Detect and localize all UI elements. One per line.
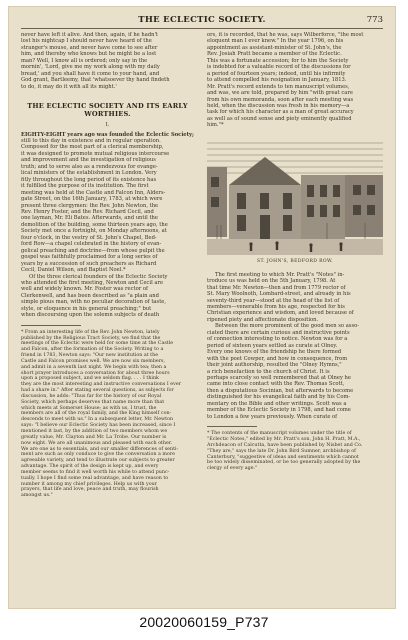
text-line: EIGHTY-EIGHT years ago was founded the Eclectic Society; <box>21 131 194 138</box>
header-rule <box>21 28 383 29</box>
footnote-line: clergy of every age." <box>207 466 258 472</box>
text-line: lost his nightcap I should never have heard of the <box>21 38 152 45</box>
text-line: a period of fourteen years; indeed, until his infirmity <box>207 70 346 77</box>
footnote-eclectic-notes <box>207 431 383 472</box>
text-line: The first meeting to which Mr. Pratt's "Notes" in- <box>215 271 345 278</box>
text-line: Society met once a fortnight, on Monday afternoons, at <box>21 228 167 235</box>
catalog-id: 20020060159_P737 <box>139 614 269 630</box>
footnote-line: We are one as to essentials, and our smaller differences of senti- <box>21 446 179 452</box>
text-line: Cecil, Daniel Wilson, and Baptist Noel.* <box>21 267 126 274</box>
text-line: ford Row—a chapel celebrated in the history of evan- <box>21 241 162 248</box>
text-line: ciated there are certain curious and instructive points <box>207 329 350 336</box>
text-line: with the poet Cowper, and how in consequence, from <box>207 355 348 362</box>
intro-paragraph <box>21 32 194 90</box>
text-line: mentary on the Bible and other writings. Scott was a <box>207 400 347 407</box>
text-line: Every one knows of the friendship he there formed <box>207 349 342 356</box>
text-line: Clerkenwell, and has been described as "a plain and <box>21 292 159 299</box>
paragraph-notes <box>207 272 383 420</box>
text-line: from his own memoranda, soon after each meeting was <box>207 96 354 103</box>
footnote-line: advantage. The spirit of the design is kept up, and every <box>21 464 159 470</box>
text-line: still to this day in existence and in regular operation. <box>21 137 161 144</box>
footnote-line: * The contents of the manuscript volumes under the title of <box>207 431 352 437</box>
text-line: gelical preaching and doctrine—from whose pulpit the <box>21 247 165 254</box>
footnote-line: Society, which perhaps deserves that name more than that <box>21 399 165 405</box>
footnote-line: mentioned it last, by the addition of two members whom we <box>21 429 168 435</box>
text-line: gate Street, on the 16th January, 1783, at which were <box>21 196 163 203</box>
text-line: and improvement and the investigation of religious <box>21 157 156 164</box>
text-line: Mr. Pratt's record extends to ten manuscript volumes, <box>207 83 350 90</box>
text-line: it fulfilled the purpose of its institution. The first <box>21 183 149 190</box>
section-number: I. <box>105 122 110 129</box>
text-line: demolition of the building, some thirteen years ago, the <box>21 221 168 228</box>
text-line: one layman, Mr. Eli Bates. Afterwards, and until the <box>21 215 158 222</box>
text-line: present three clergymen: the Rev. John Newton, the <box>21 202 159 209</box>
footnote-line: "Eclectic Notes," edited by Mr. Pratt's son, John H. Pratt, M.A., <box>207 436 361 442</box>
footnote-line: "They are," says the late Dr. John Bird Sumner, archbishop of <box>207 448 356 454</box>
text-line: troduce us was held on the 5th January, 1798. At <box>207 278 336 285</box>
footnote-line: and Falcon, after the formation of the Society. Writing to a <box>21 347 164 353</box>
text-line: truth; and to serve also as a rendezvous for evange- <box>21 163 158 170</box>
text-line: to London a few years previously. When curate of <box>207 413 338 420</box>
text-line: of connection interesting to notice. Newton was for a <box>207 336 348 343</box>
text-line: member of the Eclectic Society in 1798, and had come <box>207 407 351 414</box>
book-page <box>8 6 396 609</box>
text-line: their joint authorship, resulted the "Olney Hymns," <box>207 362 342 369</box>
footnote-line: be too widely disseminated, or be too generally adopted by the <box>207 460 361 466</box>
text-line: God grant, Bartleemy, that 'whatsoever thy hand findeth <box>21 77 170 84</box>
section-title: THE ECLECTIC SOCIETY AND ITS EARLY WORTHIES. <box>27 102 188 119</box>
text-line: man? Well, I know all is ordered; only say in the <box>21 57 148 64</box>
text-line: period of sixteen years settled as curate at Olney. <box>207 342 338 349</box>
text-line: Between the more prominent of the good men so asso- <box>215 323 359 330</box>
text-line: to attend compelled his resignation in January, 1813. <box>207 77 347 84</box>
paragraph-founding <box>21 132 194 274</box>
text-line: meeting was held at the Castle and Falcon Inn, Alders- <box>21 189 166 196</box>
footnote-line: member seems to find it well worth his while to attend punc- <box>21 469 170 475</box>
text-line: years by a succession of such preachers as Richard <box>21 260 157 267</box>
footnote-line: tually. I hope I find some real advantage, and have reason to <box>21 475 169 481</box>
text-line: distinguished for his evangelical faith and by his Com- <box>207 394 351 401</box>
text-line: ors, it is recorded, that he was, says Wilberforce, "the most <box>207 32 364 38</box>
text-line: stranger's mouse, and never have come to see after <box>21 44 158 51</box>
text-line: mornin', 'Lord, give me my work along with my daily <box>21 64 160 71</box>
text-line: seventy-third year—stood at the head of the list of <box>207 297 340 304</box>
illustration-caption: ST. JOHN'S, BEDFORD ROW. <box>256 259 334 265</box>
text-line: Rev. Josiah Pratt became a member of the Eclectic. <box>207 51 342 58</box>
paragraph-pratt <box>207 32 383 129</box>
footnote-line: short prayer introduces a conversation for about three hours <box>21 370 170 376</box>
footnote-line: agreeable variety, and tend to illustrate our subjects to greater <box>21 458 175 464</box>
footnote-line: had a share in." After stating several questions, as subjects for <box>21 388 174 394</box>
footnote-newton <box>21 330 194 499</box>
footnote-line: which meets at Somerset House; as with us, I trust, the <box>21 405 157 411</box>
text-line: ripened piety and affectionate disposition. <box>207 316 319 323</box>
footnote-line: discussion, he adds: "Thus far for the history of our Royal <box>21 393 162 399</box>
footnote-line: number it among my chief privileges. Help us with your <box>21 481 157 487</box>
paragraph-founders <box>21 274 194 319</box>
text-line: Christian experience and wisdom, and loved because of <box>207 310 354 317</box>
text-line: four o'clock, in the vestry of St. John's Chapel, Bed- <box>21 234 157 241</box>
footnote-line: Archdeacon of Calcutta, have been published by Nisbet and Co. <box>207 442 363 448</box>
text-line: to do, it may do it with all its might.' <box>21 83 117 90</box>
footnote-line: says: "I believe our Eclectic Society has been increased, since I <box>21 423 176 429</box>
footnote-line: amongst us." <box>21 493 53 499</box>
footnote-line: Castle and Falcon promises well. We are now six members, <box>21 358 166 364</box>
text-line: a rich benefaction to the church of Christ. It is <box>207 368 330 375</box>
page-number: 773 <box>366 15 383 25</box>
right-column <box>207 32 383 472</box>
text-line: task for which his character as a man of great accuracy <box>207 109 354 116</box>
text-line: it was designed to promote mutual religious intercourse <box>21 150 170 157</box>
text-line: that time Mr. Newton—then and from 1779 rector of <box>207 284 346 291</box>
text-line: him, and thereby who knows but he might be a lost <box>21 51 157 58</box>
text-line: eloquent man I ever knew." In the year 1796, on his <box>207 38 344 45</box>
footnote-line: descends to meet with us." In a subsequent letter, Mr. Newton <box>21 417 174 423</box>
footnote-line: and admit in a seventh last night. We begin with tea; then a <box>21 364 167 370</box>
footnote-line: they are the most interesting and instructive conversations I ever <box>21 382 181 388</box>
footnote-line: prayers, that life and love, peace and truth, may flourish <box>21 487 159 493</box>
text-line: St. Mary Woolnoth, Lombard-street, and already in his <box>207 291 351 298</box>
text-line: well and widely known. Mr. Foster was rector of <box>21 286 148 293</box>
text-line: perhaps scarcely so well remembered that at Olney he <box>207 374 351 381</box>
footnote-line: * From an interesting life of the Rev. John Newton, lately <box>21 329 160 335</box>
footnote-line: upon a proposed subject, and we seldom flag. . . . I think <box>21 376 159 382</box>
text-line: came into close contact with the Rev. Thomas Scott, <box>207 381 345 388</box>
text-line: is indebted for a valuable record of the discussions for <box>207 64 351 71</box>
footnote-rule <box>21 325 81 326</box>
text-line: then a disputatious Socinian, but afterwards to become <box>207 387 354 394</box>
text-line: him."* <box>207 122 224 129</box>
text-line: Rev. Henry Foster, and the Rev. Richard Cecil, and <box>21 208 154 215</box>
text-line: held, when the discussion was fresh in his memory—a <box>207 102 350 109</box>
text-line: lical ministers of the establishment in London. Very <box>21 170 157 177</box>
text-line: as well as of sound sense and piety eminently qualified <box>207 115 352 122</box>
text-line: never have left it alive. And then, again, if he hadn't <box>21 32 158 38</box>
footnote-line: friend in 1783, Newton says: "Our new institution at the <box>21 353 159 359</box>
text-line: bread,' and you shall have it come to your hand, and <box>21 70 160 77</box>
text-line: gospel was faithfully proclaimed for a long series of <box>21 254 158 261</box>
text-line: Of the three clerical founders of the Eclectic Society <box>29 273 168 280</box>
footnote-line: now eight. We are all unanimous and pleased with each other. <box>21 440 173 446</box>
footnote-line: members are all of the royal family, and the King himself con- <box>21 411 172 417</box>
text-line: when discoursing upon the solemn subjects of death <box>21 312 160 319</box>
left-column <box>21 32 194 499</box>
running-title: THE ECLECTIC SOCIETY. <box>138 15 266 25</box>
footnote-line: published by the Religious Tract Society, we find that the <box>21 335 161 341</box>
footnote-line: greatly value, Mr. Clayton and Mr. La Trobe. Our number is <box>21 434 167 440</box>
text-line: Composed for the most part of a clerical membership, <box>21 144 164 151</box>
footnote-line: ment are such as only conduce to give the conversation a more <box>21 452 175 458</box>
text-line: who attended the first meeting, Newton and Cecil are <box>21 279 164 286</box>
text-line: fitly throughout the long period of its existence has <box>21 176 157 183</box>
text-line: and was, we are told, prepared by him "with great care <box>207 90 353 97</box>
text-line: members—venerable from his age, respected for his <box>207 303 345 310</box>
text-line: simple pious man, with no peculiar decoration of taste, <box>21 299 166 306</box>
text-line: style, or eloquence in his general preaching;" but <box>21 305 152 312</box>
text-line: appointment as assistant-minister of St. John's, the <box>207 44 342 51</box>
text-line: This was a fortunate accession; for to him the Society <box>207 57 349 64</box>
running-header <box>9 15 395 27</box>
footnote-rule <box>207 426 257 427</box>
footnote-line: meetings of the Eclectic were held for some time at the Castle <box>21 341 174 347</box>
chapel-engraving <box>207 135 383 255</box>
footnote-line: Canterbury, "suggestive of ideas and sentiments which cannot <box>207 454 359 460</box>
